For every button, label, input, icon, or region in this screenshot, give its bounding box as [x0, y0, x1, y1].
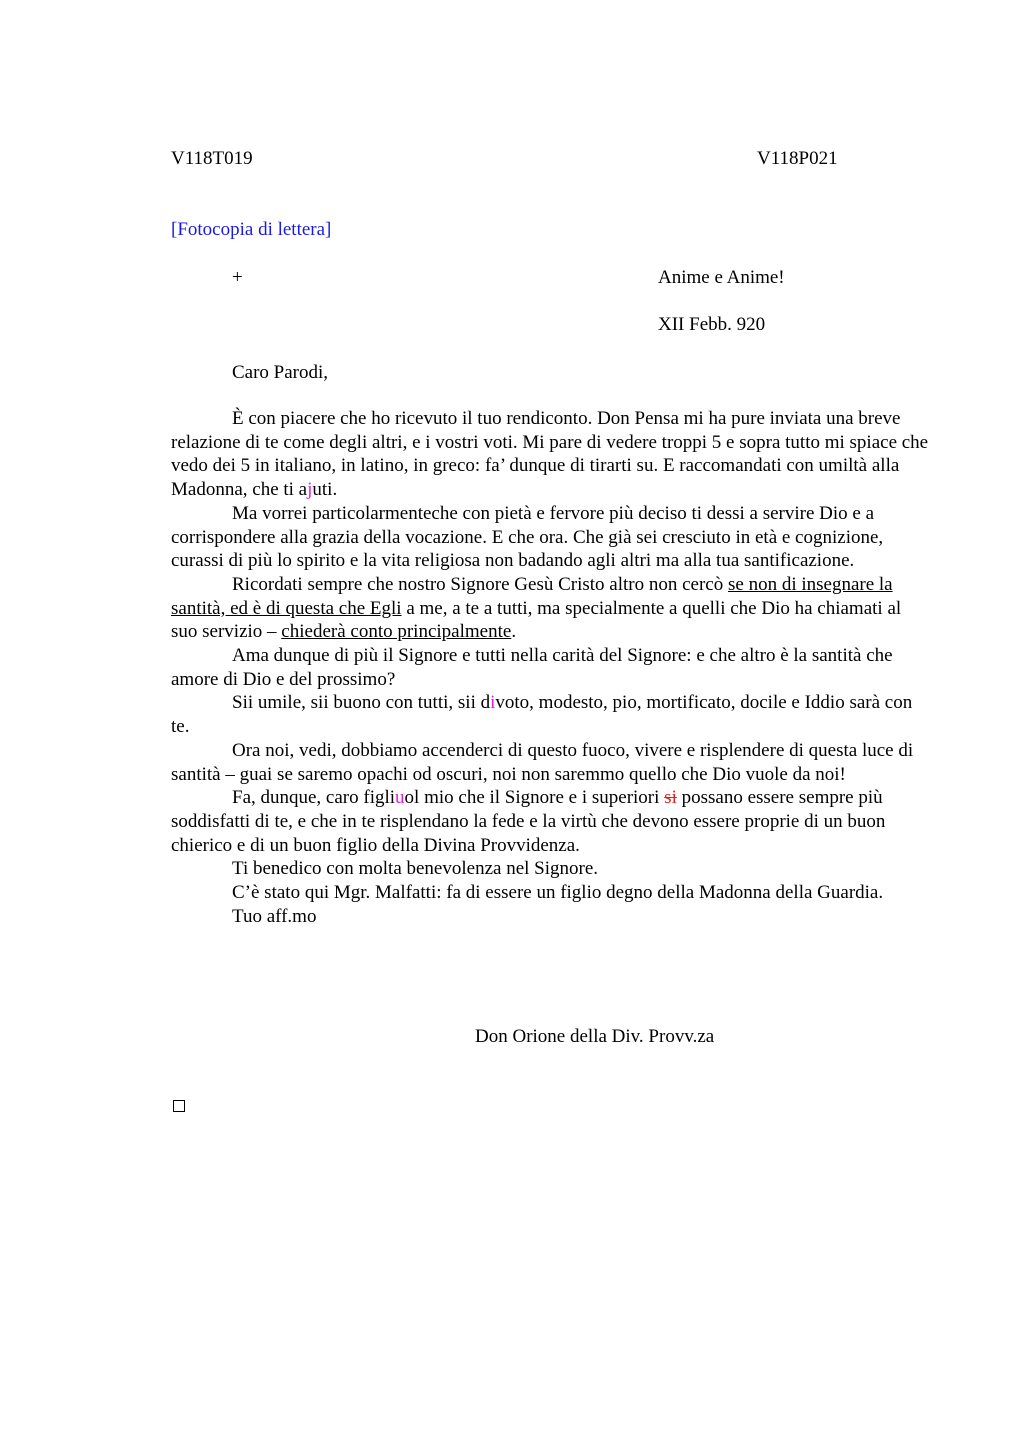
insertion-mark: i — [490, 692, 496, 714]
paragraph-1: È con piacere che ho ricevuto il tuo rendiconto. Don Pensa mi ha pure inviata una breve relazione di te come degli altri, e i vostri voti. Mi pare di vedere troppi 5 e sopra tutto mi spiace che vedo dei 5 in italiano, in latino, in greco: fa’ dunque di tirarti su. E raccomandati con umiltà alla Madonna, che ti ajuti. — [171, 408, 929, 501]
underlined-phrase: se non di insegnare la santità, ed è di questa che Egli — [171, 573, 893, 619]
deleted-word: si — [664, 787, 677, 809]
motto: Anime e Anime! — [658, 267, 785, 288]
letter-body — [171, 407, 931, 928]
paragraph-2: Ma vorrei particolarmenteche con pietà e fervore più deciso ti dessi a servire Dio e a corrispondere alla grazia della vocazione. E che ora. Che già sei cresciuto in età e cognizione, curassi di più lo spirito e la vita religiosa non badando agli altri ma alla tua santificazione. — [171, 502, 884, 572]
square-outline-icon — [173, 1100, 185, 1112]
insertion-mark: j — [307, 479, 313, 501]
salutation: Caro Parodi, — [232, 362, 329, 383]
letter-date: XII Febb. 920 — [658, 314, 766, 335]
paragraph-5: Sii umile, sii buono con tutti, sii divoto, modesto, pio, mortificato, docile e Iddio sarà con te. — [171, 692, 913, 738]
doc-code-left: V118T019 — [171, 148, 253, 169]
underlined-phrase: chiederà conto principalmente — [281, 621, 512, 643]
paragraph-4: Ama dunque di più il Signore e tutti nella carità del Signore: e che altro è la santità che amore di Dio e del prossimo? — [171, 645, 893, 690]
cross-mark: + — [232, 267, 243, 288]
paragraph-7: Fa, dunque, caro figliuol mio che il Signore e i superiori si possano essere sempre più soddisfatti di te, e che in te risplendano la fede e la virtù che devono essere proprie di un buon chierico e di un buon figlio della Divina Provvidenza. — [171, 787, 886, 856]
paragraph-3: Ricordati sempre che nostro Signore Gesù Cristo altro non cercò se non di insegnare la santità, ed è di questa che Egli a me, a te a tutti, ma specialmente a quelli che Dio ha chiamati al suo servizio – chiederà conto principalmente. — [171, 573, 902, 643]
signature: Don Orione della Div. Provv.za — [475, 1026, 715, 1047]
paragraph-6: Ora noi, vedi, dobbiamo accenderci di questo fuoco, vivere e risplendere di questa luce di santità – guai se saremo opachi od oscuri, noi non saremmo quello che Dio vuole da noi! — [171, 739, 914, 785]
source-note: [Fotocopia di lettera] — [171, 219, 332, 240]
paragraph-8: Ti benedico con molta benevolenza nel Signore. — [232, 858, 599, 880]
doc-code-right: V118P021 — [757, 148, 838, 169]
paragraph-9: C’è stato qui Mgr. Malfatti: fa di essere un figlio degno della Madonna della Guardia. — [232, 882, 884, 904]
paragraph-10: Tuo aff.mo — [232, 905, 317, 927]
insertion-mark: u — [395, 787, 405, 809]
